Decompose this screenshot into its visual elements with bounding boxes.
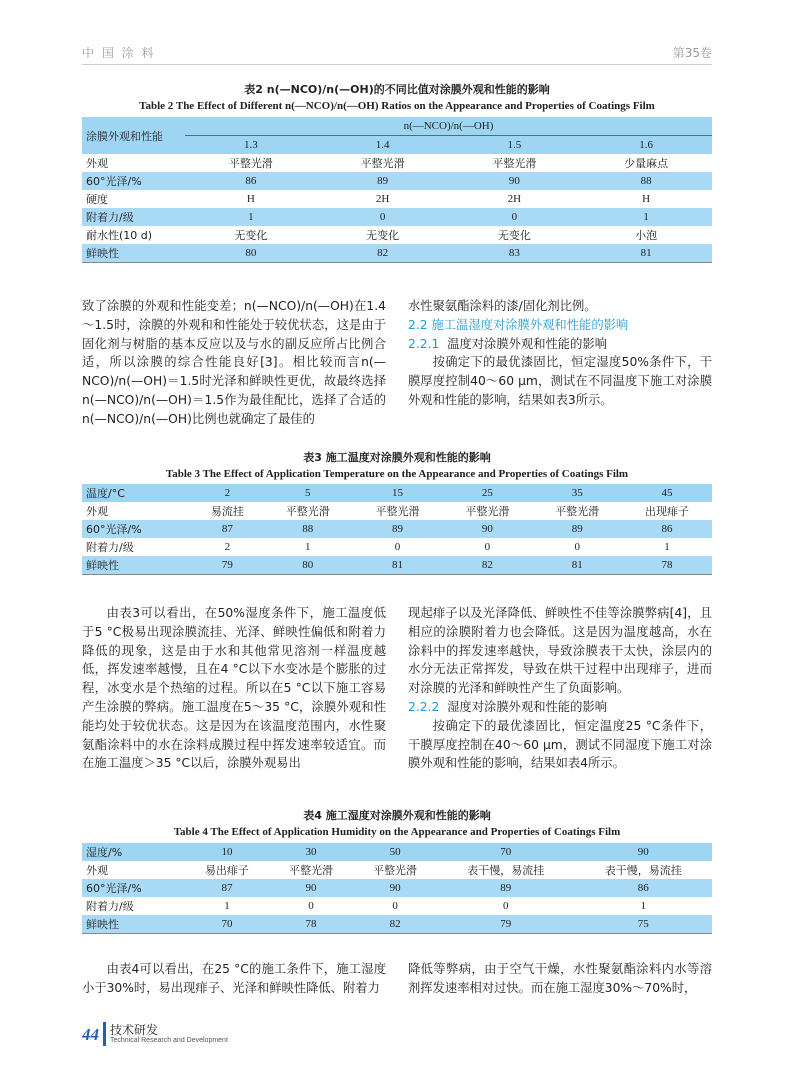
row-label: 附着力/级 — [86, 541, 134, 554]
text3-right — [408, 960, 712, 998]
table-cell: 平整光滑 — [360, 158, 405, 170]
text2-right — [408, 604, 712, 773]
table-row — [82, 538, 712, 556]
table-cell: 0 — [392, 900, 398, 912]
table4-caption-zh: 表4 施工湿度对涂膜外观和性能的影响 — [303, 809, 491, 822]
paragraph: 按确定下的最优漆固比，恒定湿度50%条件下，干膜厚度控制40～60 μm，测试在不同温度下施工对涂膜外观和性能的影响，结果如表3所示。 — [408, 355, 712, 407]
table-cell: 90 — [449, 172, 581, 190]
table-cell: 平整光滑 — [228, 158, 273, 170]
table-row — [82, 226, 712, 244]
volume: 第35卷 — [672, 46, 712, 60]
table2-caption-en: Table 2 The Effect of Different n(—NCO)/n(—OH) Ratios on the Appearance and Properties of Coatings Film — [139, 100, 655, 112]
table-cell: 30 — [269, 843, 353, 861]
table-cell: 0 — [317, 208, 449, 226]
row-label: 鲜映性 — [82, 915, 185, 934]
table-cell: 89 — [437, 879, 574, 897]
table-row — [82, 172, 712, 190]
text1-left — [82, 297, 386, 429]
table-cell: 87 — [185, 879, 269, 897]
table3 — [82, 484, 712, 575]
table-cell: 35 — [532, 484, 622, 502]
table-cell: 88 — [580, 172, 712, 190]
row-label: 附着力/级 — [86, 900, 134, 913]
table-cell: 易流挂 — [210, 506, 244, 518]
table3-caption-zh: 表3 施工温度对涂膜外观和性能的影响 — [303, 451, 491, 464]
row-label: 温度/°C — [82, 484, 192, 502]
table-cell: 平整光滑 — [492, 158, 537, 170]
table-cell: 平整光滑 — [555, 506, 600, 518]
table-cell: 1 — [224, 900, 230, 912]
table-cell: 25 — [442, 484, 532, 502]
table4-caption-en: Table 4 The Effect of Application Humidity on the Appearance and Properties of Coatings Film — [173, 826, 621, 838]
table-cell: 89 — [532, 520, 622, 538]
table2 — [82, 117, 712, 263]
row-label: 外观 — [86, 864, 108, 877]
table-cell: 81 — [532, 556, 622, 575]
row-label: 硬度 — [86, 193, 108, 206]
table-cell: 80 — [185, 244, 317, 263]
table-cell: 1.6 — [580, 136, 712, 155]
row-label: 外观 — [86, 157, 108, 170]
table3-caption-en: Table 3 The Effect of Application Temperature on the Appearance and Properties of Coatings Film — [165, 468, 629, 480]
table-cell: 75 — [575, 915, 712, 934]
table-cell: 82 — [317, 244, 449, 263]
table-cell: 2H — [375, 193, 390, 205]
table-cell: 81 — [353, 556, 443, 575]
table-cell: 0 — [503, 900, 509, 912]
table-cell: 87 — [192, 520, 263, 538]
table-cell: 平整光滑 — [289, 865, 333, 877]
footer-bar — [103, 1022, 106, 1046]
table-cell: 少量麻点 — [624, 158, 669, 170]
footer-section-zh: 技术研发 — [110, 1023, 159, 1037]
table-cell: 79 — [437, 915, 574, 934]
table-cell: 出现痱子 — [645, 506, 690, 518]
table-row — [82, 915, 712, 934]
table-cell: 2 — [192, 484, 263, 502]
table-cell: 86 — [575, 879, 712, 897]
row-label: 湿度/% — [82, 843, 185, 861]
table-row — [82, 190, 712, 208]
paragraph: 由表4可以看出，在25 °C的施工条件下，施工湿度小于30%时，易出现痱子、光泽和鲜映性降低、附着力 — [82, 962, 386, 995]
table-cell: 1 — [185, 208, 317, 226]
table-row — [82, 897, 712, 915]
row-label: 60°光泽/% — [82, 172, 185, 190]
table-cell: 90 — [442, 520, 532, 538]
table-cell: 5 — [263, 484, 353, 502]
table-cell: 90 — [575, 843, 712, 861]
table-cell: 无变化 — [366, 230, 400, 242]
table2-caption-zh: 表2 n(—NCO)/n(—OH)的不同比值对涂膜外观和性能的影响 — [244, 83, 550, 96]
table-cell: 82 — [353, 915, 437, 934]
table-cell: 2 — [224, 541, 231, 553]
table-cell: 81 — [580, 244, 712, 263]
table-header-row — [82, 484, 712, 502]
table-cell: 86 — [185, 172, 317, 190]
table-row — [82, 861, 712, 879]
text3-left — [82, 960, 386, 998]
section-heading-2-2-2: 湿度对涂膜外观和性能的影响 — [447, 699, 607, 714]
table-cell: 1 — [640, 900, 646, 912]
table-row — [82, 879, 712, 897]
table4 — [82, 843, 712, 934]
table-cell: 1.3 — [185, 136, 317, 155]
table-cell: 无变化 — [497, 230, 531, 242]
section-heading-2-2: 2.2 施工温湿度对涂膜外观和性能的影响 — [408, 317, 629, 332]
text2-left — [82, 604, 386, 773]
table-header-row — [82, 843, 712, 861]
table-cell: 50 — [353, 843, 437, 861]
table-cell: 0 — [394, 541, 401, 553]
table-cell: 86 — [622, 520, 712, 538]
footer-section-en: Technical Research and Development — [110, 1037, 228, 1044]
table-cell: 82 — [442, 556, 532, 575]
table-cell: H — [642, 193, 651, 205]
table2-group-header: n(—NCO)/n(—OH) — [185, 117, 712, 136]
table-cell: 10 — [185, 843, 269, 861]
table-cell: 平整光滑 — [465, 506, 510, 518]
table-cell: 0 — [484, 541, 491, 553]
table-cell: 79 — [192, 556, 263, 575]
table2-row-header: 涂膜外观和性能 — [82, 117, 185, 154]
table-cell: 2H — [507, 193, 522, 205]
table-row — [82, 154, 712, 172]
paragraph: 现起痱子以及光泽降低、鲜映性不佳等涂膜弊病[4]，且相应的涂膜附着力也会降低。这是因为温度越高，水在涂料中的挥发速率越快，导致涂膜表干太快，涂层内的水分无法正常挥发，导致在烘干过程中出现痱子，进而对涂膜的光泽和鲜映性产生了负面影响。 — [408, 606, 712, 696]
paragraph: 按确定下的最优漆固比，恒定温度25 °C条件下，干膜厚度控制在40～60 μm，测试不同湿度下施工对涂膜外观和性能的影响，结果如表4所示。 — [408, 718, 712, 771]
table-cell: 1.5 — [449, 136, 581, 155]
row-label: 外观 — [86, 505, 108, 518]
table-row — [82, 208, 712, 226]
table-cell: 平整光滑 — [285, 506, 330, 518]
table-cell: 表干慢，易流挂 — [604, 865, 682, 877]
table-row — [82, 520, 712, 538]
table-cell: 15 — [353, 484, 443, 502]
table-cell: 0 — [308, 900, 314, 912]
table-cell: 0 — [574, 541, 580, 553]
row-label: 耐水性(10 d) — [86, 229, 153, 242]
table-cell: 88 — [263, 520, 353, 538]
table-cell: 90 — [353, 879, 437, 897]
section-number: 2.2.1 — [408, 336, 440, 351]
paragraph: 降低等弊病，由于空气干燥，水性聚氨酯涂料内水等溶剂挥发速率相对过快。而在施工湿度30%～70%时， — [408, 962, 712, 995]
table-row — [82, 502, 712, 520]
row-label: 附着力/级 — [82, 208, 185, 226]
table-cell: H — [246, 193, 255, 205]
table-row — [82, 244, 712, 263]
text1-right — [408, 297, 712, 410]
paragraph: 由表3可以看出，在50%湿度条件下，施工温度低于5 °C极易出现涂膜流挂、光泽、鲜映性偏低和附着力降低的现象，这是由于水和其他常见溶剂一样温度越低，挥发速率越慢，且在4 °C以下水变冰是个膨胀的过程，冰变水是个热缩的过程。所以在5 °C以下施工容易产生涂膜的弊病。施工温度在5～35 °C，涂膜外观和性能均处于较优状态。这是因为在该温度范围内，水性聚氨酯涂料中的水在涂料成膜过程中挥发速率较适宜。而在施工温度＞35 °C以后，涂膜外观易出 — [82, 606, 386, 771]
table-cell: 78 — [269, 915, 353, 934]
paragraph: 致了涂膜的外观和性能变差；n(—NCO)/n(—OH)在1.4～1.5时，涂膜的外观和和性能处于较优状态，这是由于固化剂与树脂的基本反应以及与水的副反应所占比例合适，所以涂膜的综合性能良好[3]。相比较而言n(—NCO)/n(—OH)＝1.5时光泽和鲜映性更优，故最终选择n(—NCO)/n(—OH)＝1.5作为最佳配比，选择了合适的n(—NCO)/n(—OH)比例也就确定了最佳的 — [82, 299, 386, 426]
table-cell: 89 — [353, 520, 443, 538]
table-cell: 易出痱子 — [204, 865, 249, 877]
row-label: 鲜映性 — [82, 244, 185, 263]
table-cell: 90 — [269, 879, 353, 897]
table-cell: 83 — [449, 244, 581, 263]
table-cell: 1 — [580, 208, 712, 226]
page-number: 44 — [82, 1025, 99, 1044]
table-row — [82, 556, 712, 575]
section-heading-2-2-1: 温度对涂膜外观和性能的影响 — [447, 336, 607, 351]
table-cell: 70 — [437, 843, 574, 861]
table-cell: 表干慢，易流挂 — [467, 865, 545, 877]
table-cell: 78 — [622, 556, 712, 575]
table-cell: 小泡 — [635, 230, 658, 242]
table-cell: 1 — [304, 541, 311, 553]
row-label: 60°光泽/% — [82, 520, 192, 538]
table-cell: 0 — [449, 208, 581, 226]
journal-name: 中 国 涂 料 — [82, 46, 156, 60]
header-divider — [82, 64, 712, 65]
table-cell: 无变化 — [234, 230, 268, 242]
row-label: 60°光泽/% — [82, 879, 185, 897]
table-cell: 89 — [317, 172, 449, 190]
table-cell: 1 — [664, 541, 670, 553]
table-cell: 45 — [622, 484, 712, 502]
table-cell: 平整光滑 — [375, 506, 420, 518]
table-cell: 1.4 — [317, 136, 449, 155]
section-number: 2.2.2 — [408, 699, 440, 714]
table-cell: 80 — [263, 556, 353, 575]
paragraph: 水性聚氨酯涂料的漆/固化剂比例。 — [408, 299, 597, 313]
table-cell: 平整光滑 — [373, 865, 418, 877]
table-cell: 70 — [185, 915, 269, 934]
row-label: 鲜映性 — [82, 556, 192, 575]
